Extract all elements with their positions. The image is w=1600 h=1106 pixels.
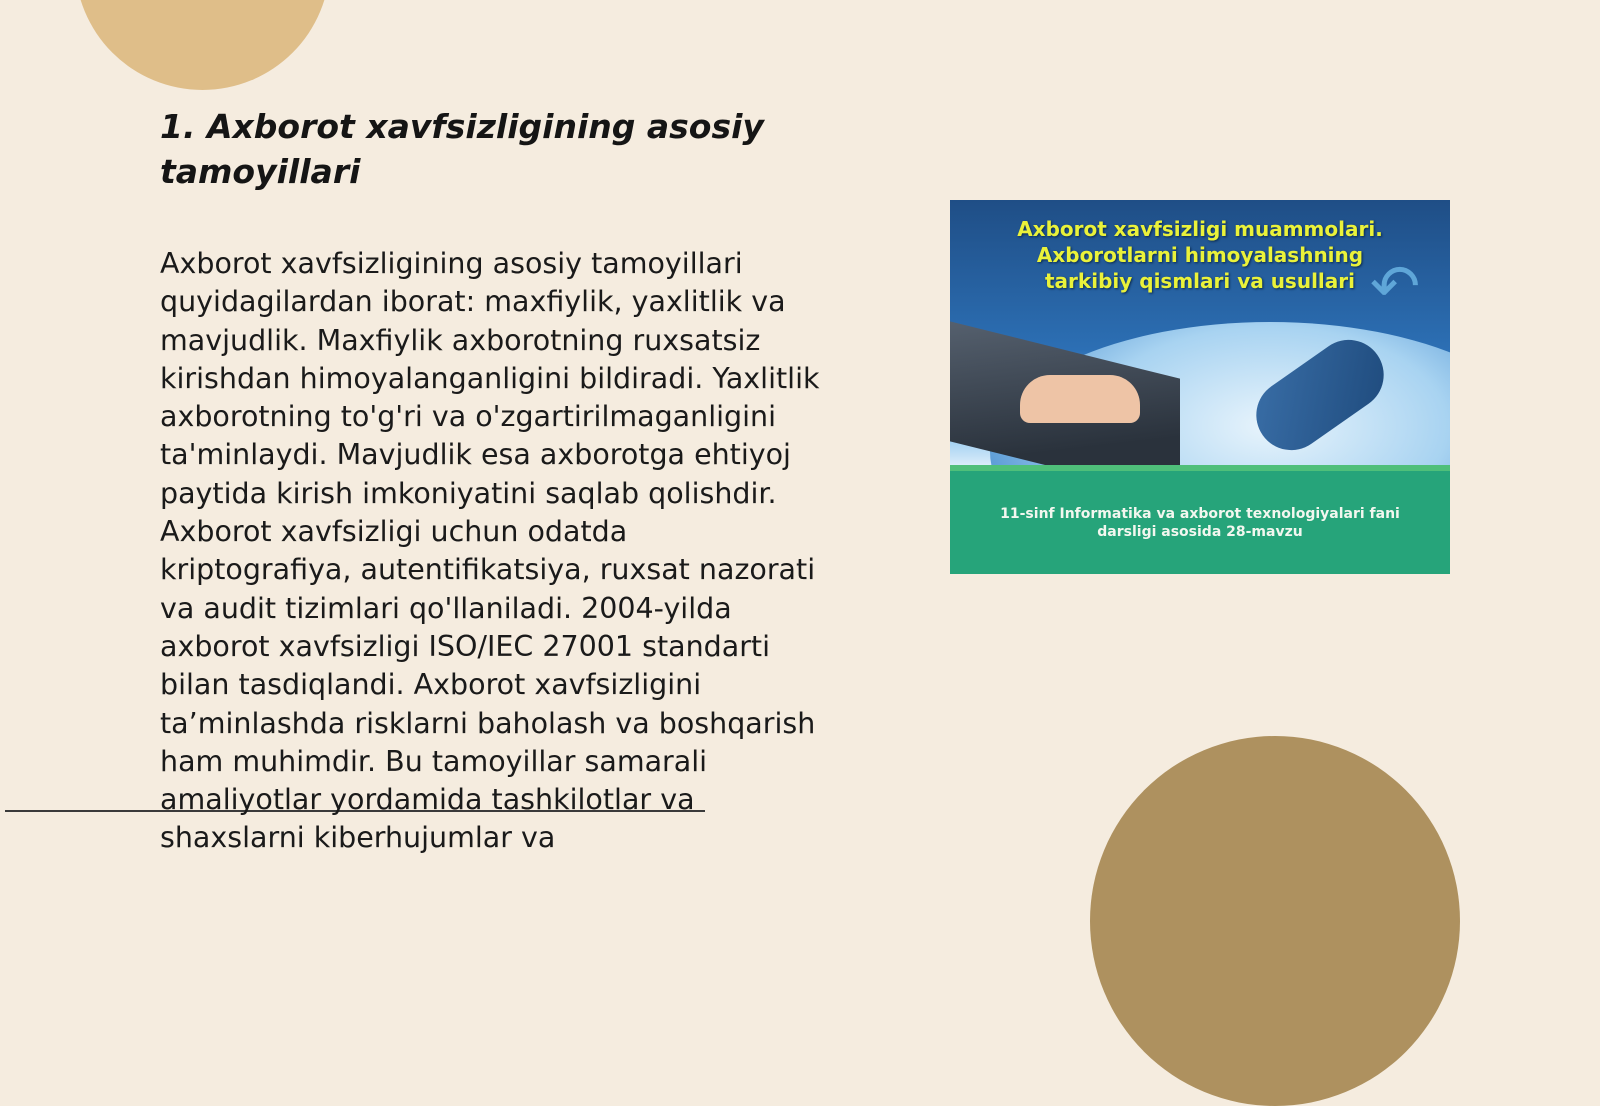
slide-title: 1. Axborot xavfsizligining asosiy tamoyillari <box>160 107 764 191</box>
decorative-circle-bottom <box>1090 736 1460 1106</box>
slide-body-text: Axborot xavfsizligining asosiy tamoyillari quyidagilardan iborat: maxfiylik, yaxlitlik va mavjudlik. Maxfiylik axborotning ruxsatsiz kirishdan himoyalanganligini bildiradi. Yaxlitlik axborotning to'g'ri va o'zgartirilmaganligini ta'minlaydi. Mavjudlik esa axborotga ehtiyoj paytida kirish imkoniyatini saqlab qolishdir. Axborot xavfsizligi uchun odatda kriptografiya, autentifikatsiya, ruxsat nazorati va audit tizimlari qo'llaniladi. 2004-yilda axborot xavfsizligi ISO/IEC 27001 standarti bilan tasdiqlandi. Axborot xavfsizligini ta’minlashda risklarni baholash va boshqarish ham muhimdir. Bu tamoyillar samarali amaliyotlar yordamida tashkilotlar va shaxslarni kiberhujumlar va <box>160 247 820 855</box>
decorative-circle-top <box>75 0 330 90</box>
picture-footer-text: 11-sinf Informatika va axborot texnologiyalari fani darsligi asosida 28-mavzu <box>1000 506 1400 540</box>
picture-footer-band <box>950 471 1450 574</box>
slide-picture <box>950 200 1450 574</box>
curved-arrow-icon: ↶ <box>1370 252 1421 322</box>
typing-hands-illustration <box>1020 375 1140 423</box>
picture-title: Axborot xavfsizligi muammolari. Axborotlarni himoyalashning tarkibiy qismlari va usullari <box>1017 217 1383 293</box>
